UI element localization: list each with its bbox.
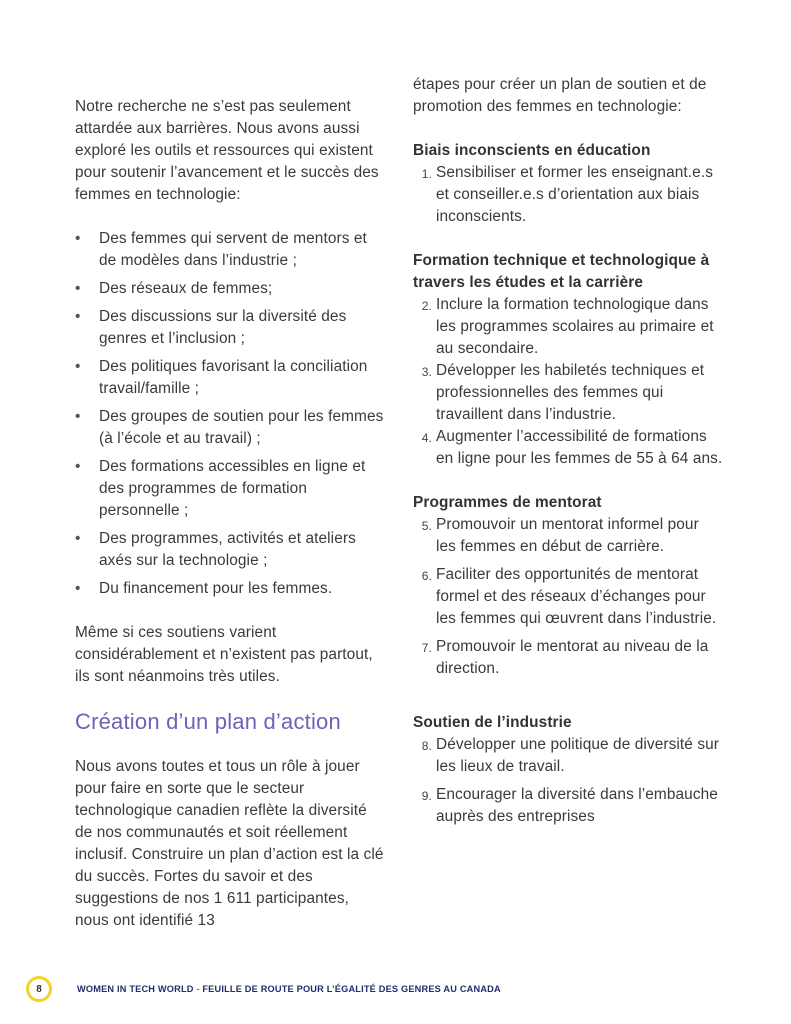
bullet-icon: • [75, 530, 81, 547]
subheading-training: Formation technique et technologique à travers les études et la carrière [413, 252, 710, 291]
footer-text [77, 984, 501, 994]
left-column [75, 96, 385, 932]
list-item: 9. Encourager la diversité dans l’embauche auprès des entreprises [413, 784, 723, 828]
bullet-icon: • [75, 358, 81, 375]
bullet-icon: • [75, 458, 81, 475]
list-item: • Des réseaux de femmes; [75, 278, 385, 300]
list-item: • Des discussions sur la diversité des genres et l’inclusion ; [75, 308, 347, 347]
subheading-bias: Biais inconscients en éducation [413, 142, 651, 159]
step-number: 2. [421, 299, 432, 313]
step-number: 9. [421, 789, 432, 803]
page-number-badge [26, 976, 52, 1002]
page-number: 8 [36, 983, 42, 995]
list-item: 6. Faciliter des opportunités de mentorat formel et des réseaux d’échanges pour les femmes qui œuvrent dans l’industrie. [413, 564, 723, 630]
list-item: 5. Promouvoir un mentorat informel pour les femmes en début de carrière. [413, 514, 723, 558]
steps-list-industry [413, 734, 723, 828]
subheading-mentoring: Programmes de mentorat [413, 494, 602, 511]
list-item: • Des femmes qui servent de mentors et de modèles dans l’industrie ; [75, 230, 367, 269]
list-item: 8. Développer une politique de diversité sur les lieux de travail. [413, 734, 723, 778]
steps-list-training [413, 294, 723, 470]
bullet-icon: • [75, 308, 81, 325]
list-item: • Des politiques favorisant la conciliation travail/famille ; [75, 358, 368, 397]
steps-list-bias [413, 162, 723, 228]
step-number: 8. [421, 739, 432, 753]
step-number: 1. [421, 167, 432, 181]
right-column [413, 74, 723, 828]
step-number: 5. [421, 519, 432, 533]
list-item: • Du financement pour les femmes. [75, 578, 385, 600]
closing-paragraph: Même si ces soutiens varient considérablement et n’existent pas partout, ils sont néanmoins très utiles. [75, 624, 373, 685]
support-tools-list [75, 228, 385, 600]
footer-separator: - [193, 984, 203, 994]
step-number: 4. [421, 431, 432, 445]
list-item: • Des programmes, activités et ateliers axés sur la technologie ; [75, 530, 356, 569]
steps-list-mentoring [413, 514, 723, 680]
bullet-icon: • [75, 580, 81, 597]
list-item: • Des formations accessibles en ligne et des programmes de formation personnelle ; [75, 458, 366, 519]
action-plan-paragraph: Nous avons toutes et tous un rôle à jouer pour faire en sorte que le secteur technologique canadien reflète la diversité de nos communautés et soit réellement inclusif. Construire un plan d’action est la clé du succès. Fortes du savoir et des suggestions de nos 1 611 participantes, nous ont identifié 13 [75, 758, 384, 929]
bullet-icon: • [75, 230, 81, 247]
list-item: • Des groupes de soutien pour les femmes (à l’école et au travail) ; [75, 408, 384, 447]
section-title: Création d’un plan d’action [75, 709, 341, 734]
footer-document-title: FEUILLE DE ROUTE POUR L’ÉGALITÉ DES GENRES AU CANADA [202, 984, 501, 994]
list-item: 4. Augmenter l’accessibilité de formations en ligne pour les femmes de 55 à 64 ans. [413, 426, 723, 470]
step-number: 7. [421, 641, 432, 655]
bullet-icon: • [75, 408, 81, 425]
list-item: 2. Inclure la formation technologique dans les programmes scolaires au primaire et au secondaire. [413, 294, 723, 360]
step-number: 6. [421, 569, 432, 583]
subheading-industry: Soutien de l’industrie [413, 714, 572, 731]
continuation-paragraph: étapes pour créer un plan de soutien et de promotion des femmes en technologie: [413, 76, 707, 115]
list-item: 1. Sensibiliser et former les enseignant.e.s et conseiller.e.s d’orientation aux biais inconscients. [413, 162, 723, 228]
bullet-icon: • [75, 280, 81, 297]
footer-organization: WOMEN IN TECH WORLD [77, 984, 194, 994]
list-item: 3. Développer les habiletés techniques et professionnelles des femmes qui travaillent dans l’industrie. [413, 360, 723, 426]
list-item: 7. Promouvoir le mentorat au niveau de la direction. [413, 636, 723, 680]
intro-paragraph: Notre recherche ne s’est pas seulement attardée aux barrières. Nous avons aussi exploré les outils et ressources qui existent pour soutenir l’avancement et le succès des femmes en technologie: [75, 98, 379, 203]
step-number: 3. [421, 365, 432, 379]
